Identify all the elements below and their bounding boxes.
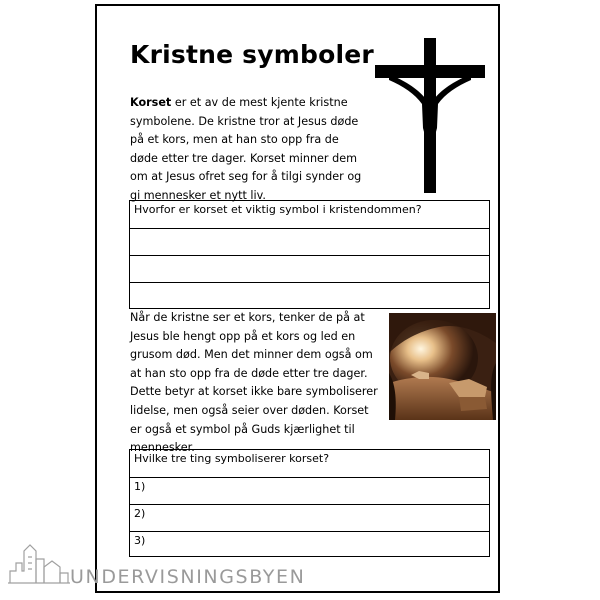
question-2-text: Hvilke tre ting symboliserer korset? <box>134 452 330 465</box>
intro-paragraph <box>130 94 370 206</box>
answer-number: 1) <box>134 480 146 493</box>
answer-number: 3) <box>134 534 146 547</box>
answer-row-3[interactable] <box>130 531 489 558</box>
answer-line[interactable] <box>130 228 489 255</box>
question-1-text: Hvorfor er korset et viktig symbol i kristendommen? <box>134 203 422 216</box>
answer-number: 2) <box>134 507 146 520</box>
question-1-header <box>130 201 489 228</box>
question-2-box <box>129 449 490 557</box>
answer-line[interactable] <box>130 255 489 282</box>
answer-line[interactable] <box>130 282 489 309</box>
empty-tomb-image <box>389 313 496 420</box>
intro-bold-word: Korset <box>130 96 172 109</box>
brand-name: UNDERVISNINGSBYEN <box>70 566 306 588</box>
body-paragraph: Når de kristne ser et kors, tenker de på at Jesus ble hengt opp på et kors og led en grusom død. Men det minner dem også om at han sto opp fra de døde etter tre dager. Dette betyr at korset ikke bare symboliserer lidelse, men også seier over døden. Korset er også et symbol på Guds kjærlighet til mennesker. <box>130 311 378 455</box>
answer-row-1[interactable] <box>130 477 489 504</box>
answer-row-2[interactable] <box>130 504 489 531</box>
worksheet-title: Kristne symboler <box>130 40 374 69</box>
question-1-box <box>129 200 490 309</box>
intro-text: er et av de mest kjente kristne symbolene. De kristne tror at Jesus døde på et kors, men at han sto opp fra de døde etter tre dager. Korset minner dem om at Jesus ofret seg for å tilgi synder og gi mennesker et nytt liv. <box>130 96 362 202</box>
question-2-header <box>130 450 489 477</box>
crucifix-image <box>375 38 485 193</box>
city-skyline-logo-icon <box>8 541 70 585</box>
